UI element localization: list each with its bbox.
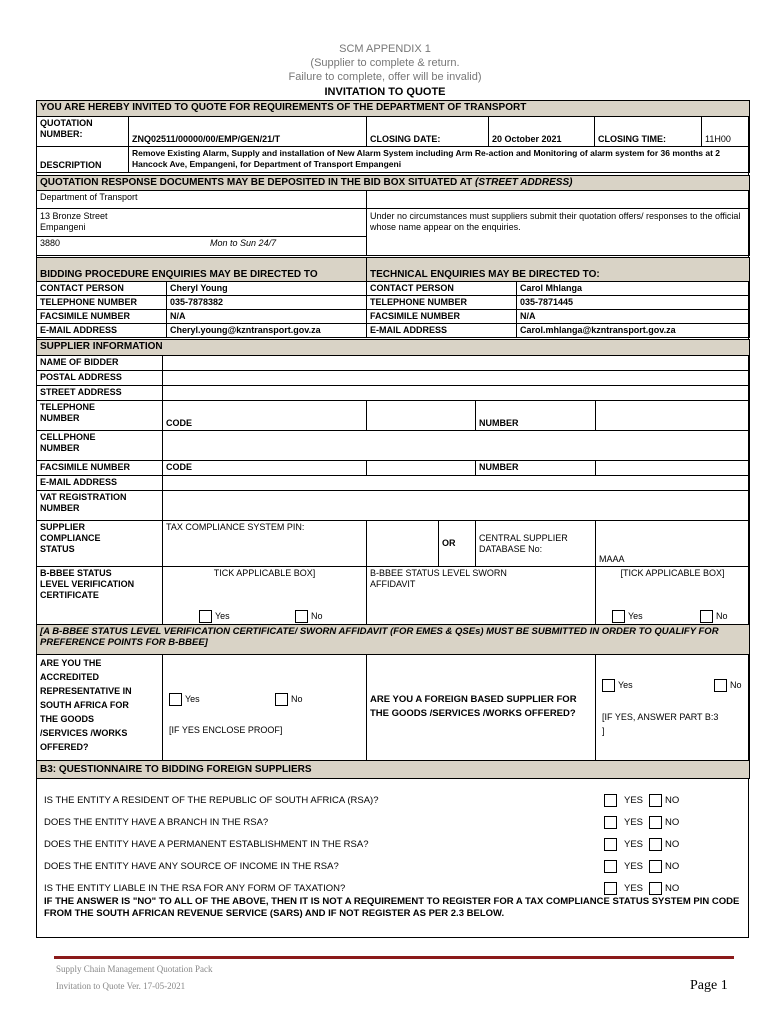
page-title: INVITATION TO QUOTE <box>324 86 446 98</box>
bidbox-dept: Department of Transport <box>37 191 367 209</box>
foreign-note-1: [IF YES, ANSWER PART B:3 <box>602 712 719 722</box>
q4-no-label: NO <box>665 861 680 873</box>
instruction-line-2: Failure to complete, offer will be invalid) <box>288 71 482 83</box>
email-label: E-MAIL ADDRESS <box>37 476 163 491</box>
accredited-label-7: OFFERED? <box>40 742 89 752</box>
bidbox-table <box>36 175 750 256</box>
bid-contact-value: Cheryl Young <box>167 282 367 296</box>
affidavit-no-checkbox[interactable] <box>700 610 713 623</box>
affidavit-label-1: B-BBEE STATUS LEVEL SWORN <box>370 568 507 578</box>
foreign-no-checkbox[interactable] <box>714 679 727 692</box>
bidbox-hours: Mon to Sun 24/7 <box>210 238 277 248</box>
supplier-header: SUPPLIER INFORMATION <box>37 340 750 356</box>
compliance-label-1: SUPPLIER <box>40 522 86 532</box>
bid-fax-label: FACSIMILE NUMBER <box>37 310 167 324</box>
bidbox-town: Empangeni <box>40 222 86 232</box>
telephone-number-field[interactable] <box>596 401 750 431</box>
bid-email-value: Cheryl.young@kzntransport.gov.za <box>167 324 367 338</box>
q2-no-checkbox[interactable] <box>649 816 662 829</box>
q4-yes-checkbox[interactable] <box>604 860 617 873</box>
bbbee-cert-yes-checkbox[interactable] <box>199 610 212 623</box>
csd-label-2: DATABASE No: <box>479 543 543 554</box>
accredited-label-6: /SERVICES /WORKS <box>40 728 128 738</box>
bbbee-label-3: CERTIFICATE <box>40 590 99 600</box>
q1-no-label: NO <box>665 795 680 807</box>
bid-contact-label: CONTACT PERSON <box>37 282 167 296</box>
bidder-name-label: NAME OF BIDDER <box>37 356 163 371</box>
telephone-code-field[interactable] <box>367 401 476 431</box>
bidbox-code: 3880 <box>40 238 61 248</box>
bidder-name-field[interactable] <box>163 356 750 371</box>
tech-email-value: Carol.mhlanga@kzntransport.gov.za <box>517 324 750 338</box>
quotation-label: QUOTATION <box>40 118 93 128</box>
quotation-table <box>36 100 750 173</box>
accredited-no-checkbox[interactable] <box>275 693 288 706</box>
bidbox-notice: Under no circumstances must suppliers submit their quotation offers/ responses to the official whose name appear on the enquiries. <box>367 209 750 256</box>
cellphone-number-label: NUMBER <box>40 443 80 453</box>
facsimile-label: FACSIMILE NUMBER <box>37 461 163 476</box>
affidavit-yes-checkbox[interactable] <box>612 610 625 623</box>
q5-yes-checkbox[interactable] <box>604 882 617 895</box>
compliance-label-2: COMPLIANCE <box>40 533 101 543</box>
supplier-table <box>36 339 750 779</box>
q5-no-label: NO <box>665 883 680 895</box>
b3-question-3: DOES THE ENTITY HAVE A PERMANENT ESTABLISHMENT IN THE RSA? <box>44 839 369 850</box>
bidbox-street: 13 Bronze Street <box>40 211 108 221</box>
instruction-line-1: (Supplier to complete & return. <box>310 57 460 69</box>
foreign-supplier-question: ARE YOU A FOREIGN BASED SUPPLIER FOR THE GOODS /SERVICES /WORKS OFFERED? <box>367 655 596 761</box>
bbbee-note: [A B-BBEE STATUS LEVEL VERIFICATION CERTIFICATE/ SWORN AFFIDAVIT (FOR EMES & QSEs) MUST BE SUBMITTED IN ORDER TO QUALIFY FOR PREFERENCE POINTS FOR B-BBEE] <box>37 625 750 655</box>
tech-contact-value: Carol Mhlanga <box>517 282 750 296</box>
footer-line-2: Invitation to Quote Ver. 17-05-2021 <box>56 981 186 991</box>
q1-no-checkbox[interactable] <box>649 794 662 807</box>
footer-rule <box>54 956 734 959</box>
tech-phone-label: TELEPHONE NUMBER <box>367 296 517 310</box>
bidbox-header-street: (STREET ADDRESS) <box>475 177 573 188</box>
q2-yes-checkbox[interactable] <box>604 816 617 829</box>
closing-time: 11H00 <box>702 117 750 147</box>
tech-contact-label: CONTACT PERSON <box>367 282 517 296</box>
accredited-label-5: THE GOODS <box>40 714 95 724</box>
q2-no-label: NO <box>665 817 680 829</box>
telephone-number-field-label: NUMBER <box>476 401 596 431</box>
b3-question-4: DOES THE ENTITY HAVE ANY SOURCE OF INCOME IN THE RSA? <box>44 861 339 872</box>
footer-line-1: Supply Chain Management Quotation Pack <box>56 964 213 974</box>
bidbox-header: QUOTATION RESPONSE DOCUMENTS MAY BE DEPOSITED IN THE BID BOX SITUATED AT <box>40 177 476 188</box>
tech-fax-value: N/A <box>517 310 750 324</box>
technical-enquiries-header: TECHNICAL ENQUIRIES MAY BE DIRECTED TO: <box>367 258 750 282</box>
telephone-label: TELEPHONE <box>40 402 96 412</box>
b3-question-5: IS THE ENTITY LIABLE IN THE RSA FOR ANY FORM OF TAXATION? <box>44 883 346 894</box>
tech-email-label: E-MAIL ADDRESS <box>367 324 517 338</box>
q5-no-checkbox[interactable] <box>649 882 662 895</box>
foreign-yes-label: Yes <box>618 679 633 690</box>
compliance-label-3: STATUS <box>40 544 75 554</box>
fax-code-field[interactable] <box>367 461 476 476</box>
accredited-label-1: ARE YOU THE <box>40 658 102 668</box>
bid-fax-value: N/A <box>167 310 367 324</box>
q3-yes-checkbox[interactable] <box>604 838 617 851</box>
street-address-field[interactable] <box>163 386 750 401</box>
or-label: OR <box>439 521 476 567</box>
enclose-proof-note: [IF YES ENCLOSE PROOF] <box>169 725 283 735</box>
q5-yes-label: YES <box>624 883 644 895</box>
closing-time-label: CLOSING TIME: <box>595 117 702 147</box>
tech-fax-label: FACSIMILE NUMBER <box>367 310 517 324</box>
bbbee-cert-no-label: No <box>311 610 323 621</box>
street-address-label: STREET ADDRESS <box>37 386 163 401</box>
bid-phone-label: TELEPHONE NUMBER <box>37 296 167 310</box>
cellphone-field[interactable] <box>163 431 750 461</box>
accredited-yes-checkbox[interactable] <box>169 693 182 706</box>
affidavit-label-2: AFFIDAVIT <box>370 579 416 589</box>
accredited-label-2: ACCREDITED <box>40 672 100 682</box>
tax-pin-field[interactable] <box>367 521 439 567</box>
fax-code-label: CODE <box>163 461 367 476</box>
appendix-label: SCM APPENDIX 1 <box>339 43 431 55</box>
telephone-number-label: NUMBER <box>40 413 80 423</box>
number-label: NUMBER: <box>40 129 83 139</box>
tech-phone-value: 035-7871445 <box>517 296 750 310</box>
q2-yes-label: YES <box>624 817 644 829</box>
tick-box-label-2: [TICK APPLICABLE BOX] <box>620 568 725 578</box>
fax-number-field[interactable] <box>596 461 750 476</box>
invite-header: YOU ARE HEREBY INVITED TO QUOTE FOR REQUIREMENTS OF THE DEPARTMENT OF TRANSPORT <box>37 101 750 117</box>
affidavit-no-label: No <box>716 610 728 621</box>
vat-number-label: NUMBER <box>40 503 80 513</box>
bid-phone-value: 035-7878382 <box>167 296 367 310</box>
b3-footnote: IF THE ANSWER IS "NO" TO ALL OF THE ABOVE, THEN IT IS NOT A REQUIREMENT TO REGISTER FOR A TAX COMPLIANCE STATUS SYSTEM PIN CODE FROM THE SOUTH AFRICAN REVENUE SERVICE (SARS) AND IF NOT REGISTER AS PER 2.3 BELOW. <box>44 896 740 919</box>
foreign-note-2: ] <box>602 726 605 736</box>
b3-question-1: IS THE ENTITY A RESIDENT OF THE REPUBLIC OF SOUTH AFRICA (RSA)? <box>44 795 379 806</box>
bbbee-label-1: B-BBEE STATUS <box>40 568 112 578</box>
bidding-enquiries-header: BIDDING PROCEDURE ENQUIRIES MAY BE DIRECTED TO <box>37 258 367 282</box>
b3-header: B3: QUESTIONNAIRE TO BIDDING FOREIGN SUPPLIERS <box>37 761 750 779</box>
page-number: Page 1 <box>690 978 728 993</box>
postal-address-label: POSTAL ADDRESS <box>37 371 163 386</box>
closing-date-label: CLOSING DATE: <box>367 117 489 147</box>
q4-yes-label: YES <box>624 861 644 873</box>
bbbee-cert-no-checkbox[interactable] <box>295 610 308 623</box>
accredited-label-3: REPRESENTATIVE IN <box>40 686 132 696</box>
email-field[interactable] <box>163 476 750 491</box>
postal-address-field[interactable] <box>163 371 750 386</box>
q3-yes-label: YES <box>624 839 644 851</box>
description-text: Remove Existing Alarm, Supply and installation of New Alarm System including Arm Re-action and Monitoring of alarm system for 36 months at 2 Hancock Ave, Empangeni, for Department of Transport Empangeni <box>129 147 750 173</box>
fax-number-label: NUMBER <box>476 461 596 476</box>
csd-label-1: CENTRAL SUPPLIER <box>479 532 568 543</box>
vat-label: VAT REGISTRATION <box>40 492 127 502</box>
affidavit-yes-label: Yes <box>628 610 643 621</box>
accredited-no-label: No <box>291 693 303 704</box>
closing-date: 20 October 2021 <box>489 117 595 147</box>
telephone-code-label: CODE <box>163 401 367 431</box>
bbbee-cert-yes-label: Yes <box>215 610 230 621</box>
bid-email-label: E-MAIL ADDRESS <box>37 324 167 338</box>
q3-no-label: NO <box>665 839 680 851</box>
quotation-number: ZNQ02511/00000/00/EMP/GEN/21/T <box>129 117 367 147</box>
accredited-label-4: SOUTH AFRICA FOR <box>40 700 129 710</box>
tax-pin-label: TAX COMPLIANCE SYSTEM PIN: <box>163 521 367 567</box>
vat-field[interactable] <box>163 491 750 521</box>
accredited-yes-label: Yes <box>185 693 200 704</box>
tick-box-label-1: TICK APPLICABLE BOX] <box>213 568 316 578</box>
bbbee-label-2: LEVEL VERIFICATION <box>40 579 135 589</box>
description-label: DESCRIPTION <box>37 147 129 173</box>
b3-question-2: DOES THE ENTITY HAVE A BRANCH IN THE RSA? <box>44 817 269 828</box>
q1-yes-label: YES <box>624 795 644 807</box>
q4-no-checkbox[interactable] <box>649 860 662 873</box>
foreign-no-label: No <box>730 679 742 690</box>
maaa-field[interactable]: MAAA <box>596 521 750 567</box>
foreign-yes-checkbox[interactable] <box>602 679 615 692</box>
cellphone-label: CELLPHONE <box>40 432 96 442</box>
q1-yes-checkbox[interactable] <box>604 794 617 807</box>
q3-no-checkbox[interactable] <box>649 838 662 851</box>
enquiries-table <box>36 257 750 338</box>
